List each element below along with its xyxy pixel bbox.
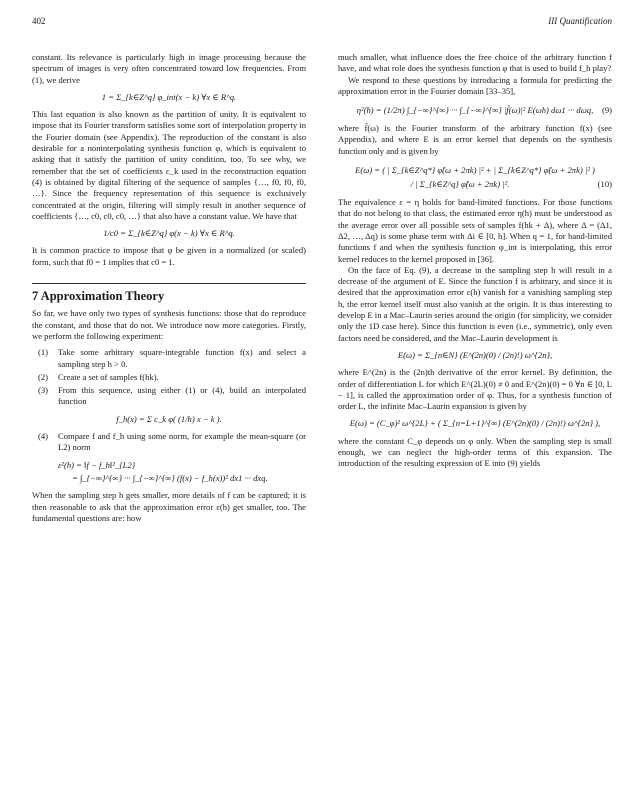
paragraph: We respond to these questions by introducing a formula for predicting the approximation error in the Fourier domain [33–35],: [338, 74, 612, 96]
list-text: From this sequence, using either (1) or (4), build an interpolated function: [58, 385, 306, 407]
equation-10: [338, 163, 612, 191]
list-text: Take some arbitrary square-integrable function f(x) and select a sampling step h > 0.: [58, 347, 306, 369]
paragraph: So far, we have only two types of synthesis functions: those that do reproduce the constant, and those that do not. We introduce now more categories. Firstly, we perform the following experiment:: [32, 308, 306, 341]
list-text: Compare f and f_h using some norm, for example the mean-square (or L2) norm: [58, 431, 306, 453]
paragraph: The equivalence ε = η holds for band-limited functions. For those functions that do not belong to that class, the estimated error η(h) must be understood as the average error over all possible sets of samples f(hk + Δ), where Δ = (Δ1, Δ2, …, Δq) is some phase term with Δi ∈ [0, h]. When q = 1, for band-limited functions f and when the synthesis function φ_int is interpolating, this error kernel reduces to the kernel proposed in [36].: [338, 197, 612, 264]
paragraph: This last equation is also known as the partition of unity. It is equivalent to impose that its Fourier transform satisfies some sort of interpolation property in the Fourier domain (see Appendix). The reproduction of the constant is also desirable for a noninterpolating synthesis function φ, which is equivalent to asking that it satisfy the partition of unity condition, too. To see why, we remember that the set of coefficients c_k used in the reconstruction equation (4) is obtained by digital filtering of the sequence of samples {…, f0, f0, f0, …}. Since the frequency representation of this sequence is exclusively concentrated at the origin, filtering will simply result in another sequence of coefficients {…, c0, c0, c0, …} that also have a constant value. We have that: [32, 109, 306, 221]
paragraph: much smaller, what influence does the free choice of the arbitrary function f have, and what role does the synthesis function φ that is used to build f_h play?: [338, 52, 612, 74]
paragraph: It is common practice to impose that φ be given in a normalized (or scaled) form, such that f0 = 1 implies that c0 = 1.: [32, 245, 306, 267]
paragraph: constant. Its relevance is particularly high in image processing because the spectrum of images is very often concentrated toward low frequencies. From (1), we derive: [32, 52, 306, 85]
left-column: [32, 52, 306, 524]
list-marker: (4): [38, 431, 49, 442]
list-marker: (2): [38, 371, 49, 382]
equation-error-integral: = ∫_{−∞}^{∞} ··· ∫_{−∞}^{∞} (f(x) − f_h(x))² dx1 ··· dxq.: [72, 472, 268, 483]
paragraph: On the face of Eq. (9), a decrease in the sampling step h will result in a decrease of the argument of E. Since the function f is arbitrary, and since it is desired that the approximation error ε(h) vanish for a vanishing sampling step h, the error kernel itself must also vanish at the origin. It is thus interesting to develop E in a Mac–Laurin series around the origin (for simplicity, we consider only the 1D case here). Since this function is even (i.e., symmetric), only even factors need be considered, and the Mac–Laurin development is: [338, 264, 612, 343]
paragraph: When the sampling step h gets smaller, more details of f can be captured; it is then reasonable to ask that the approximation error ε(h) get smaller, too. The fundamental questions are: how: [32, 490, 306, 523]
equation-number: (10): [597, 179, 612, 190]
list-marker: (3): [38, 385, 49, 396]
page-number: 402: [32, 16, 46, 26]
running-title: III Quantification: [548, 16, 612, 26]
equation-mac-laurin: E(ω) = Σ_{n∈N} (E^(2n)(0) / (2n)!) ω^{2n},: [397, 349, 553, 360]
experiment-list-continued: [32, 431, 306, 454]
list-item: [32, 385, 306, 408]
equation-expansion: E(ω) = (C_φ)² ω^{2L} + ( Σ_{n=L+1}^{∞} (E^(2n)(0) / (2n)!) ω^{2n} ),: [349, 418, 601, 429]
list-marker: (1): [38, 347, 49, 358]
paragraph: where f̂(ω) is the Fourier transform of the arbitrary function f(x) (see Appendix), and where E is an error kernel that depends on the synthesis function only and is given by: [338, 123, 612, 156]
equation-body: E(ω) = ( | Σ_{k∈Z^q*} φ̂(ω + 2πk) |² + | Σ_{k∈Z^q*} φ̂(ω + 2πk) |² ): [355, 165, 595, 176]
list-item: [32, 431, 306, 454]
section-title: 7 Approximation Theory: [32, 283, 306, 302]
paragraph: where the constant C_φ depends on φ only. When the sampling step is small enough, we can neglect the high-order terms of this expansion. The introduction of the resulting expression of E into (9) yields: [338, 435, 612, 469]
equation-normalization: 1/c0 = Σ_{k∈Z^q} φ(x − k) ∀x ∈ R^q.: [103, 228, 235, 239]
equation-partition-of-unity: 1 = Σ_{k∈Z^q} φ_int(x − k) ∀x ∈ R^q.: [101, 91, 237, 102]
equation-interpolated-function: f_h(x) = Σ c_k φ( (1/h) x − k ).: [116, 413, 222, 424]
list-text: Create a set of samples f(hk).: [58, 371, 159, 382]
right-column: [338, 52, 612, 470]
paragraph: where E^(2n) is the (2n)th derivative of the error kernel. By definition, the order of differentiation L for which E^(2L)(0) ≠ 0 and E^(2n)(0) = 0 ∀n ∈ [0, L − 1], is called the approximation order of φ. Thus, for a synthesis function of order L, the infinite Mac–Laurin expansion is given by: [338, 367, 612, 412]
equation-number: (9): [601, 105, 612, 116]
page-header: [32, 16, 612, 30]
equation-body: η²(h) = (1/2π) ∫_{−∞}^{∞} ··· ∫_{−∞}^{∞} |f̂(ω)|² E(ωh) dω1 ··· dωq,: [356, 105, 594, 116]
equation-body-denominator: / | Σ_{k∈Z^q} φ̂(ω + 2πk) |².: [410, 179, 510, 190]
list-item: [32, 347, 306, 370]
experiment-list: [32, 347, 306, 407]
list-item: [32, 372, 306, 383]
equation-error-norm: ε²(h) = ‖f − f_h‖²_{L2}: [58, 459, 136, 470]
equation-9: [338, 103, 612, 117]
